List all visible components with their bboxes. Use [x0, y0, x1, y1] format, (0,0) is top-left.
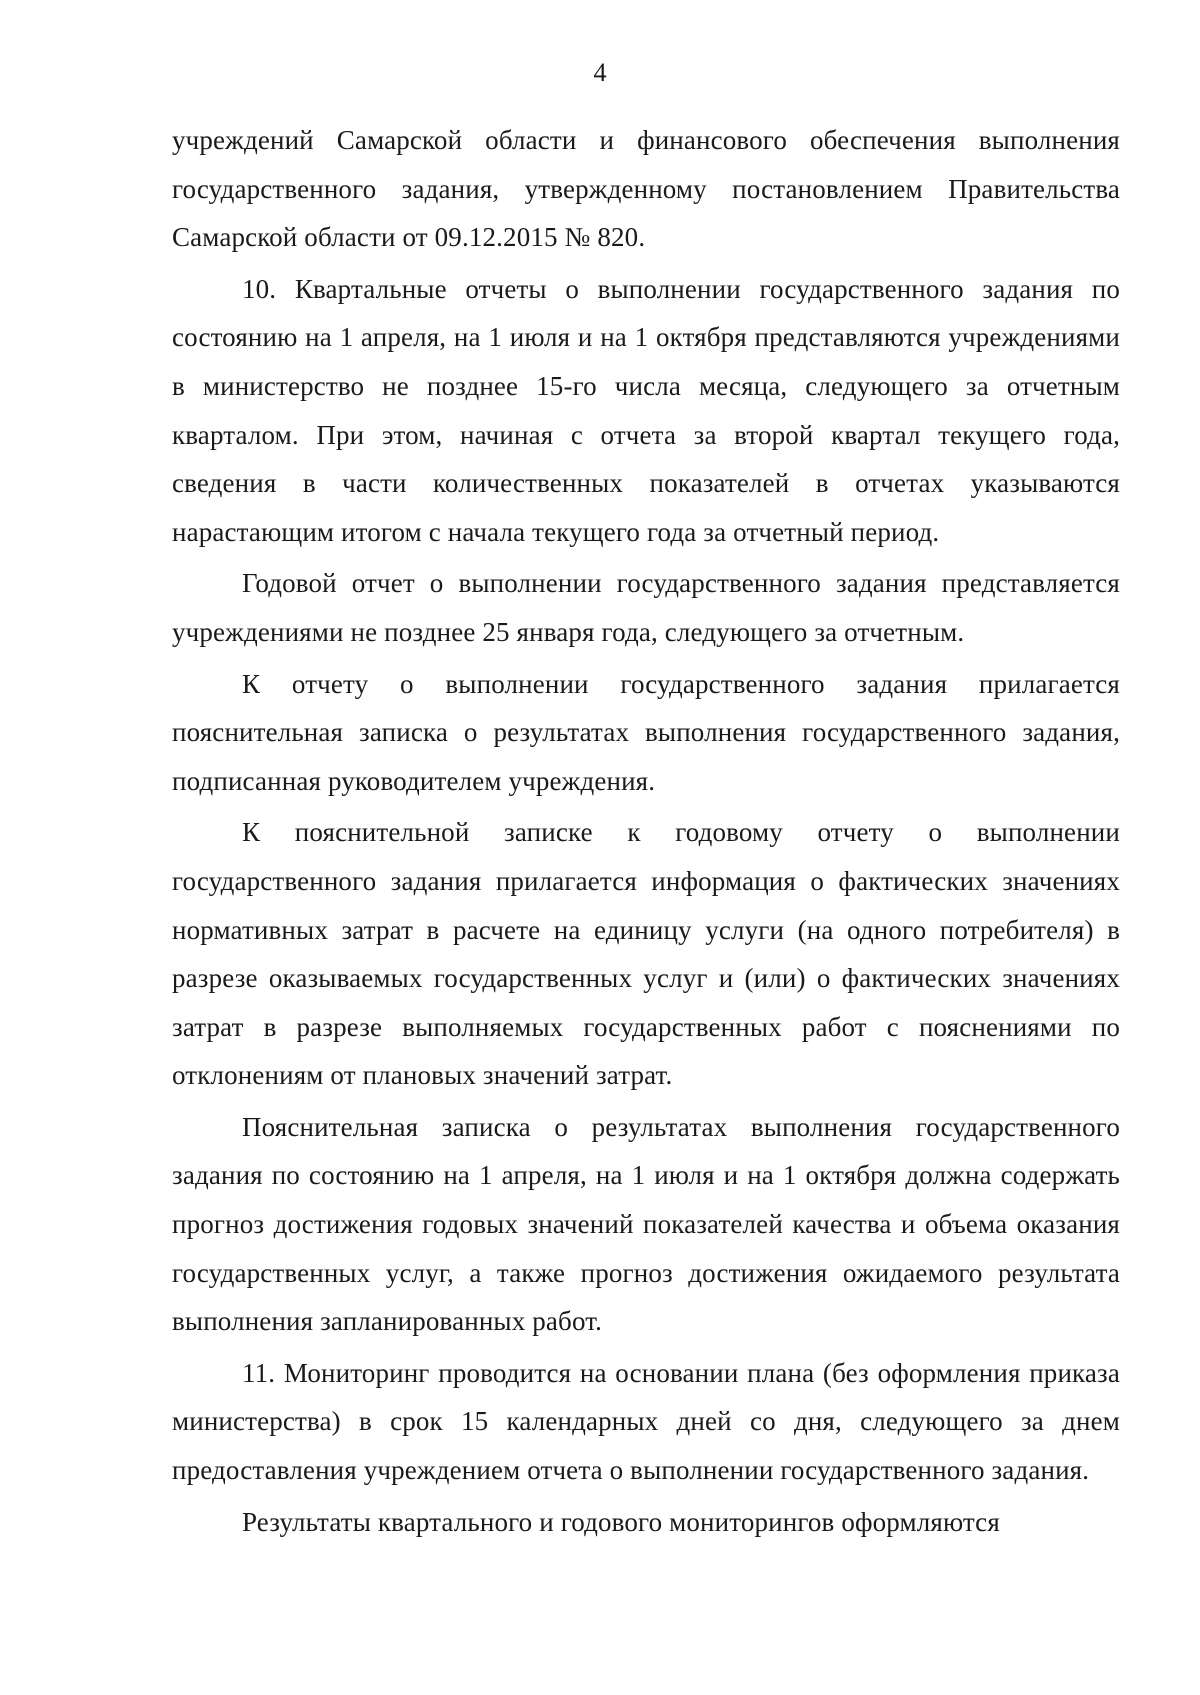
paragraph-item-11: 11. Мониторинг проводится на основании плана (без оформления приказа министерства) в срок 15 календарных дней со дня, следующего за днем предоставления учреждением отчета о выполнении государственного задания. [172, 1357, 1120, 1486]
paragraph-annual-report: Годовой отчет о выполнении государственного задания представляется учреждениями не позднее 25 января года, следующего за отчетным. [172, 568, 1120, 647]
paragraph-explanatory-note: К отчету о выполнении государственного задания прилагается пояснительная записка о результатах выполнения государственного задания, подписанная руководителем учреждения. [172, 668, 1120, 796]
page-number: 4 [593, 58, 607, 87]
document-body [172, 116, 1120, 1546]
paragraph-annual-note-attachment: К пояснительной записке к годовому отчету о выполнении государственного задания прилагается информация о фактических значениях нормативных затрат в расчете на единицу услуги (на одного потребителя) в разрезе оказываемых государственных услуг и (или) о фактических значениях затрат в разрезе выполняемых государственных работ с пояснениями по отклонениям от плановых значений затрат. [172, 817, 1120, 1091]
paragraph-continuation: учреждений Самарской области и финансового обеспечения выполнения государственного задания, утвержденному постановлением Правительства Самарской области от 09.12.2015 № 820. [172, 125, 1120, 253]
paragraph-monitoring-results: Результаты квартального и годового мониторингов оформляются [242, 1506, 1000, 1537]
paragraph-item-10: 10. Квартальные отчеты о выполнении государственного задания по состоянию на 1 апреля, на 1 июля и на 1 октября представляются учреждениями в министерство не позднее 15-го числа месяца, следующего за отчетным кварталом. При этом, начиная с отчета за второй квартал текущего года, сведения в части количественных показателей в отчетах указываются нарастающим итогом с начала текущего года за отчетный период. [172, 273, 1120, 547]
paragraph-quarterly-note-forecast: Пояснительная записка о результатах выполнения государственного задания по состоянию на 1 апреля, на 1 июля и на 1 октября должна содержать прогноз достижения годовых значений показателей качества и объема оказания государственных услуг, а также прогноз достижения ожидаемого результата выполнения запланированных работ. [172, 1111, 1120, 1337]
